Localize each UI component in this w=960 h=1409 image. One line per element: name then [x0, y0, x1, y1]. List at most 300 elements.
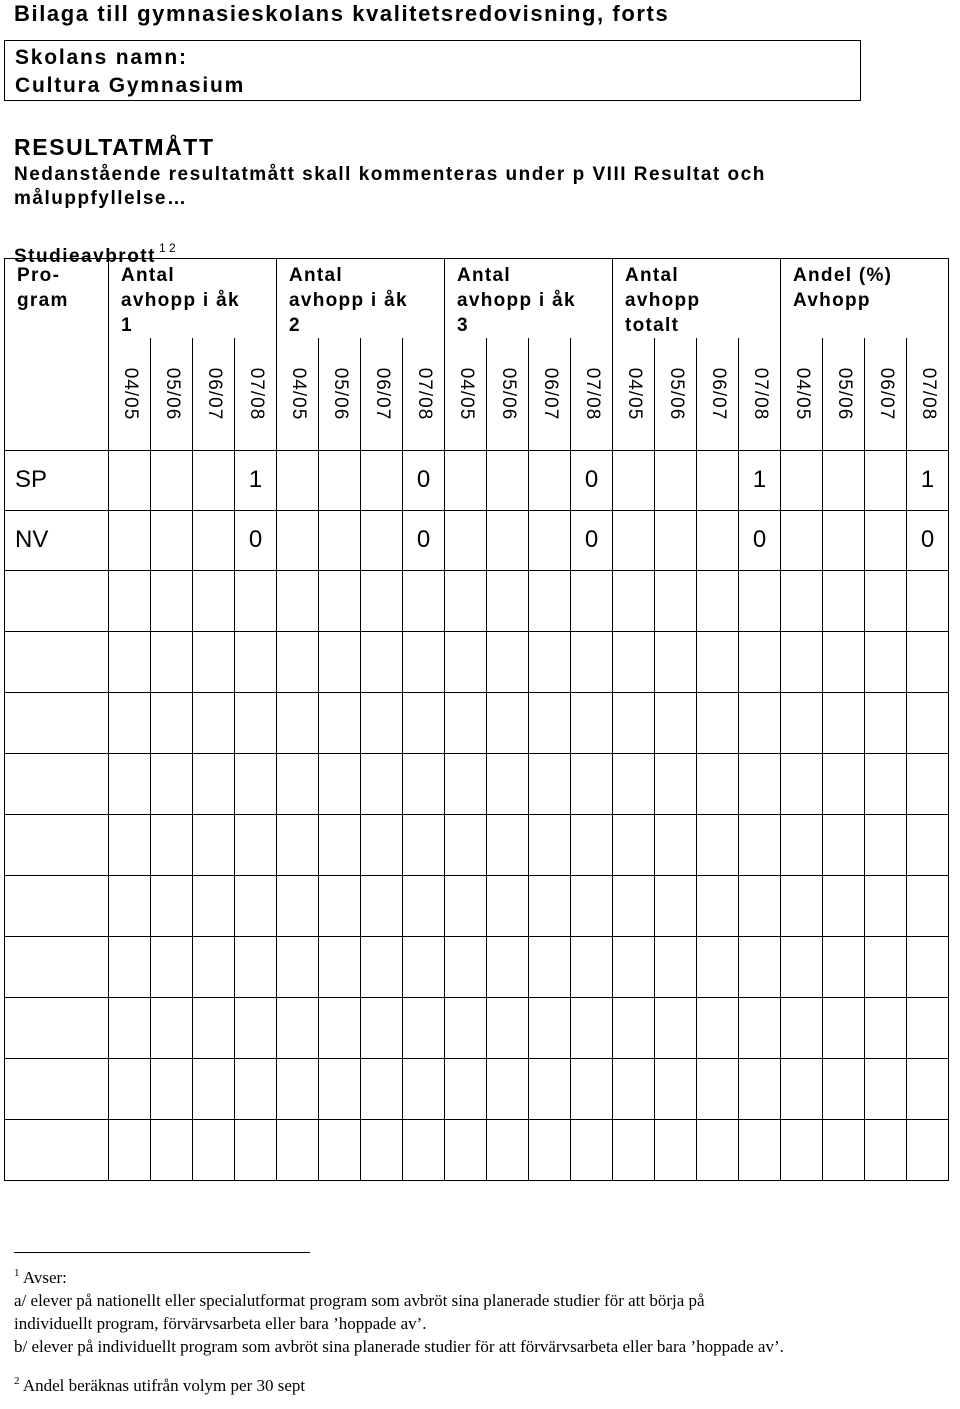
empty-cell [319, 753, 361, 814]
empty-cell [613, 936, 655, 997]
group-header: Antal avhopp totalt [625, 265, 701, 336]
empty-cell [361, 1058, 403, 1119]
empty-cell [529, 450, 571, 510]
group-header-cell [613, 259, 781, 339]
empty-cell [403, 570, 445, 631]
year-header-cell [907, 338, 949, 450]
empty-cell [697, 1058, 739, 1119]
empty-cell [151, 450, 193, 510]
empty-cell [613, 1119, 655, 1180]
empty-cell [403, 1058, 445, 1119]
group-header: Antal avhopp i åk 3 [457, 265, 576, 336]
dropout-value: 0 [403, 450, 445, 510]
empty-table-row [5, 753, 949, 814]
empty-cell [445, 510, 487, 570]
empty-cell [193, 875, 235, 936]
empty-cell [529, 510, 571, 570]
empty-cell [319, 510, 361, 570]
empty-cell [571, 570, 613, 631]
empty-cell [235, 753, 277, 814]
empty-cell [277, 936, 319, 997]
empty-cell [865, 510, 907, 570]
year-header-cell [445, 338, 487, 450]
empty-cell [109, 450, 151, 510]
empty-cell [697, 450, 739, 510]
empty-cell [907, 753, 949, 814]
empty-cell [109, 631, 151, 692]
empty-cell [277, 753, 319, 814]
dropout-value: 1 [739, 450, 781, 510]
empty-cell [865, 692, 907, 753]
empty-cell [109, 814, 151, 875]
empty-cell [865, 997, 907, 1058]
year-header-cell [235, 338, 277, 450]
empty-cell [739, 1119, 781, 1180]
empty-cell [739, 692, 781, 753]
empty-cell [529, 936, 571, 997]
empty-cell [445, 450, 487, 510]
empty-cell [907, 570, 949, 631]
empty-cell [151, 936, 193, 997]
empty-cell [151, 631, 193, 692]
empty-cell [529, 631, 571, 692]
empty-cell [109, 510, 151, 570]
empty-cell [487, 814, 529, 875]
empty-cell [445, 692, 487, 753]
empty-cell [655, 753, 697, 814]
footnote-2-line [14, 1370, 784, 1397]
empty-cell [319, 450, 361, 510]
empty-cell [319, 997, 361, 1058]
empty-cell [235, 570, 277, 631]
empty-cell [445, 753, 487, 814]
year-header-cell [571, 338, 613, 450]
empty-cell [823, 450, 865, 510]
school-name-box [4, 40, 861, 101]
group-header-cell [781, 259, 949, 339]
empty-cell [235, 814, 277, 875]
empty-cell [487, 631, 529, 692]
empty-cell [823, 1058, 865, 1119]
empty-cell [655, 450, 697, 510]
empty-program-cell [5, 1058, 109, 1119]
empty-cell [697, 814, 739, 875]
footnote-separator [14, 1252, 310, 1253]
school-name-label: Skolans namn: [15, 46, 188, 69]
dropout-value: 0 [403, 510, 445, 570]
empty-cell [487, 570, 529, 631]
empty-cell [739, 875, 781, 936]
empty-cell [823, 936, 865, 997]
empty-cell [445, 1058, 487, 1119]
empty-table-row [5, 570, 949, 631]
year-label: 07/08 [245, 367, 267, 421]
empty-program-cell [5, 814, 109, 875]
empty-cell [277, 570, 319, 631]
year-header-cell [529, 338, 571, 450]
empty-cell [697, 936, 739, 997]
empty-cell [865, 1119, 907, 1180]
empty-cell [235, 875, 277, 936]
empty-cell [613, 997, 655, 1058]
empty-cell [739, 814, 781, 875]
empty-cell [781, 936, 823, 997]
year-label: 05/06 [833, 367, 855, 421]
empty-cell [571, 875, 613, 936]
year-label: 05/06 [329, 367, 351, 421]
empty-cell [235, 936, 277, 997]
empty-cell [865, 875, 907, 936]
empty-cell [277, 450, 319, 510]
empty-cell [613, 692, 655, 753]
empty-program-cell [5, 570, 109, 631]
empty-cell [781, 510, 823, 570]
year-label: 04/05 [791, 367, 813, 421]
empty-cell [529, 814, 571, 875]
empty-cell [277, 875, 319, 936]
empty-cell [277, 631, 319, 692]
year-label: 04/05 [455, 367, 477, 421]
empty-table-row [5, 814, 949, 875]
year-header-cell [613, 338, 655, 450]
empty-table-row [5, 1058, 949, 1119]
year-label: 07/08 [581, 367, 603, 421]
empty-cell [739, 570, 781, 631]
year-header-cell [361, 338, 403, 450]
empty-cell [865, 450, 907, 510]
empty-cell [235, 631, 277, 692]
footnote-1a: a/ elever på nationellt eller specialutformat program som avbröt sina planerade studier för att börja på [14, 1291, 705, 1310]
empty-cell [487, 875, 529, 936]
empty-cell [781, 814, 823, 875]
empty-cell [277, 1119, 319, 1180]
empty-cell [697, 875, 739, 936]
empty-cell [361, 450, 403, 510]
year-header-cell [655, 338, 697, 450]
empty-cell [529, 753, 571, 814]
empty-cell [823, 631, 865, 692]
program-name: NV [5, 510, 109, 570]
empty-cell [697, 753, 739, 814]
empty-cell [613, 1058, 655, 1119]
empty-cell [403, 936, 445, 997]
dropout-value: 0 [235, 510, 277, 570]
empty-cell [907, 814, 949, 875]
empty-cell [403, 997, 445, 1058]
group-header-cell [277, 259, 445, 339]
empty-cell [445, 631, 487, 692]
empty-cell [529, 570, 571, 631]
empty-cell [571, 1058, 613, 1119]
empty-cell [445, 1119, 487, 1180]
empty-cell [403, 875, 445, 936]
empty-cell [655, 1119, 697, 1180]
empty-cell [781, 631, 823, 692]
group-header: Antal avhopp i åk 1 [121, 265, 240, 336]
empty-cell [529, 875, 571, 936]
empty-cell [823, 753, 865, 814]
dropout-value: 1 [907, 450, 949, 510]
empty-cell [319, 875, 361, 936]
empty-cell [193, 753, 235, 814]
empty-cell [151, 1119, 193, 1180]
empty-cell [823, 997, 865, 1058]
empty-cell [823, 510, 865, 570]
empty-cell [571, 692, 613, 753]
dropout-value: 0 [739, 510, 781, 570]
empty-cell [655, 692, 697, 753]
empty-cell [655, 997, 697, 1058]
year-label: 05/06 [665, 367, 687, 421]
empty-cell [319, 1058, 361, 1119]
empty-cell [109, 997, 151, 1058]
empty-program-cell [5, 936, 109, 997]
year-header-cell [403, 338, 445, 450]
empty-cell [403, 1119, 445, 1180]
empty-table-row [5, 1119, 949, 1180]
footnote-1-title: Avser: [22, 1268, 67, 1287]
empty-cell [109, 692, 151, 753]
empty-cell [487, 997, 529, 1058]
empty-cell [193, 1058, 235, 1119]
empty-cell [487, 692, 529, 753]
empty-cell [613, 631, 655, 692]
footnotes [14, 1262, 784, 1397]
empty-cell [109, 1058, 151, 1119]
empty-cell [781, 1058, 823, 1119]
empty-cell [613, 814, 655, 875]
empty-cell [655, 510, 697, 570]
empty-cell [487, 753, 529, 814]
empty-cell [193, 631, 235, 692]
empty-cell [109, 875, 151, 936]
empty-cell [655, 814, 697, 875]
empty-cell [907, 875, 949, 936]
empty-table-row [5, 875, 949, 936]
dropout-table [4, 258, 949, 1181]
year-header-cell [319, 338, 361, 450]
footnote-1-mark: 1 [14, 1267, 20, 1279]
empty-cell [823, 875, 865, 936]
program-name: SP [5, 450, 109, 510]
empty-cell [277, 510, 319, 570]
empty-cell [319, 631, 361, 692]
dropout-value: 0 [571, 450, 613, 510]
empty-table-row [5, 692, 949, 753]
empty-cell [361, 936, 403, 997]
empty-cell [235, 1058, 277, 1119]
empty-cell [109, 753, 151, 814]
year-label: 06/07 [539, 367, 561, 421]
empty-cell [193, 692, 235, 753]
year-header-cell [697, 338, 739, 450]
empty-cell [781, 570, 823, 631]
footnote-1a-continued: individuellt program, förvärvsarbeta eller bara ’hoppade av’. [14, 1314, 427, 1333]
empty-cell [907, 936, 949, 997]
empty-cell [529, 1119, 571, 1180]
year-label: 06/07 [707, 367, 729, 421]
empty-cell [781, 875, 823, 936]
empty-cell [781, 692, 823, 753]
footnote-2-mark: 2 [14, 1375, 20, 1387]
empty-cell [193, 570, 235, 631]
empty-cell [907, 997, 949, 1058]
empty-cell [487, 1058, 529, 1119]
empty-program-cell [5, 875, 109, 936]
empty-cell [529, 997, 571, 1058]
empty-cell [781, 1119, 823, 1180]
empty-cell [109, 570, 151, 631]
empty-program-cell [5, 631, 109, 692]
empty-cell [697, 570, 739, 631]
empty-cell [445, 997, 487, 1058]
empty-cell [613, 450, 655, 510]
empty-cell [865, 570, 907, 631]
footnote-2-text: Andel beräknas utifrån volym per 30 sept [22, 1376, 306, 1395]
year-header-cell [865, 338, 907, 450]
empty-program-cell [5, 753, 109, 814]
empty-cell [739, 753, 781, 814]
group-header-cell [109, 259, 277, 339]
empty-cell [781, 753, 823, 814]
empty-cell [361, 631, 403, 692]
empty-cell [907, 631, 949, 692]
empty-cell [277, 814, 319, 875]
empty-cell [151, 875, 193, 936]
empty-cell [865, 814, 907, 875]
empty-cell [319, 1119, 361, 1180]
year-label: 04/05 [287, 367, 309, 421]
empty-cell [235, 1119, 277, 1180]
year-header-cell [781, 338, 823, 450]
empty-cell [865, 631, 907, 692]
year-header-cell [487, 338, 529, 450]
empty-program-cell [5, 692, 109, 753]
empty-cell [697, 997, 739, 1058]
empty-cell [739, 936, 781, 997]
year-label: 05/06 [161, 367, 183, 421]
empty-cell [151, 510, 193, 570]
empty-table-row [5, 997, 949, 1058]
results-note: Nedanstående resultatmått skall kommenteras under p VIII Resultat och måluppfyllelse… [14, 164, 766, 209]
empty-cell [655, 631, 697, 692]
empty-cell [529, 1058, 571, 1119]
empty-cell [319, 936, 361, 997]
empty-cell [403, 814, 445, 875]
empty-cell [655, 936, 697, 997]
empty-cell [319, 814, 361, 875]
year-label: 06/07 [371, 367, 393, 421]
empty-cell [697, 510, 739, 570]
empty-cell [487, 450, 529, 510]
year-label: 06/07 [875, 367, 897, 421]
empty-cell [361, 692, 403, 753]
empty-cell [697, 1119, 739, 1180]
empty-cell [445, 875, 487, 936]
footnote-1b: b/ elever på individuellt program som avbröt sina planerade studier för att förvärvsarbeta eller bara ’hoppade av’. [14, 1337, 784, 1356]
empty-cell [655, 1058, 697, 1119]
empty-cell [823, 814, 865, 875]
empty-cell [193, 510, 235, 570]
year-label: 07/08 [413, 367, 435, 421]
dropout-table-wrapper [4, 258, 949, 1181]
empty-cell [907, 692, 949, 753]
empty-cell [319, 692, 361, 753]
empty-cell [193, 814, 235, 875]
empty-cell [445, 570, 487, 631]
document-title: Bilaga till gymnasieskolans kvalitetsredovisning, forts [14, 1, 670, 26]
empty-cell [865, 936, 907, 997]
empty-table-row [5, 631, 949, 692]
empty-cell [361, 814, 403, 875]
empty-cell [403, 692, 445, 753]
empty-cell [151, 570, 193, 631]
empty-cell [361, 510, 403, 570]
table-row [5, 510, 949, 570]
empty-cell [781, 450, 823, 510]
empty-cell [613, 753, 655, 814]
empty-cell [151, 753, 193, 814]
year-header-cell [823, 338, 865, 450]
empty-cell [193, 936, 235, 997]
year-header-cell [193, 338, 235, 450]
empty-cell [613, 570, 655, 631]
year-label: 07/08 [917, 367, 939, 421]
year-label: 07/08 [749, 367, 771, 421]
empty-cell [697, 692, 739, 753]
empty-cell [319, 570, 361, 631]
empty-cell [235, 692, 277, 753]
program-header: Pro-gram [17, 265, 69, 311]
program-header-cell [5, 259, 109, 451]
empty-cell [655, 875, 697, 936]
empty-cell [487, 510, 529, 570]
year-header-cell [151, 338, 193, 450]
empty-cell [571, 1119, 613, 1180]
year-label: 06/07 [203, 367, 225, 421]
empty-cell [739, 1058, 781, 1119]
empty-cell [277, 997, 319, 1058]
empty-cell [697, 631, 739, 692]
year-label: 05/06 [497, 367, 519, 421]
empty-cell [823, 570, 865, 631]
empty-cell [907, 1058, 949, 1119]
empty-cell [571, 753, 613, 814]
year-label: 04/05 [623, 367, 645, 421]
section-title-text: Studieavbrott [14, 246, 156, 267]
table-row [5, 450, 949, 510]
empty-cell [739, 631, 781, 692]
empty-cell [235, 997, 277, 1058]
empty-cell [109, 936, 151, 997]
empty-cell [193, 1119, 235, 1180]
empty-cell [403, 753, 445, 814]
results-heading: RESULTATMÅTT [14, 134, 215, 160]
empty-cell [193, 997, 235, 1058]
empty-cell [571, 814, 613, 875]
empty-cell [571, 936, 613, 997]
dropout-value: 1 [235, 450, 277, 510]
empty-cell [361, 875, 403, 936]
empty-cell [445, 814, 487, 875]
empty-cell [403, 631, 445, 692]
group-header: Andel (%) Avhopp [793, 265, 893, 311]
school-name-value: Cultura Gymnasium [15, 74, 246, 97]
empty-cell [277, 1058, 319, 1119]
empty-cell [361, 1119, 403, 1180]
empty-cell [907, 1119, 949, 1180]
empty-table-row [5, 936, 949, 997]
